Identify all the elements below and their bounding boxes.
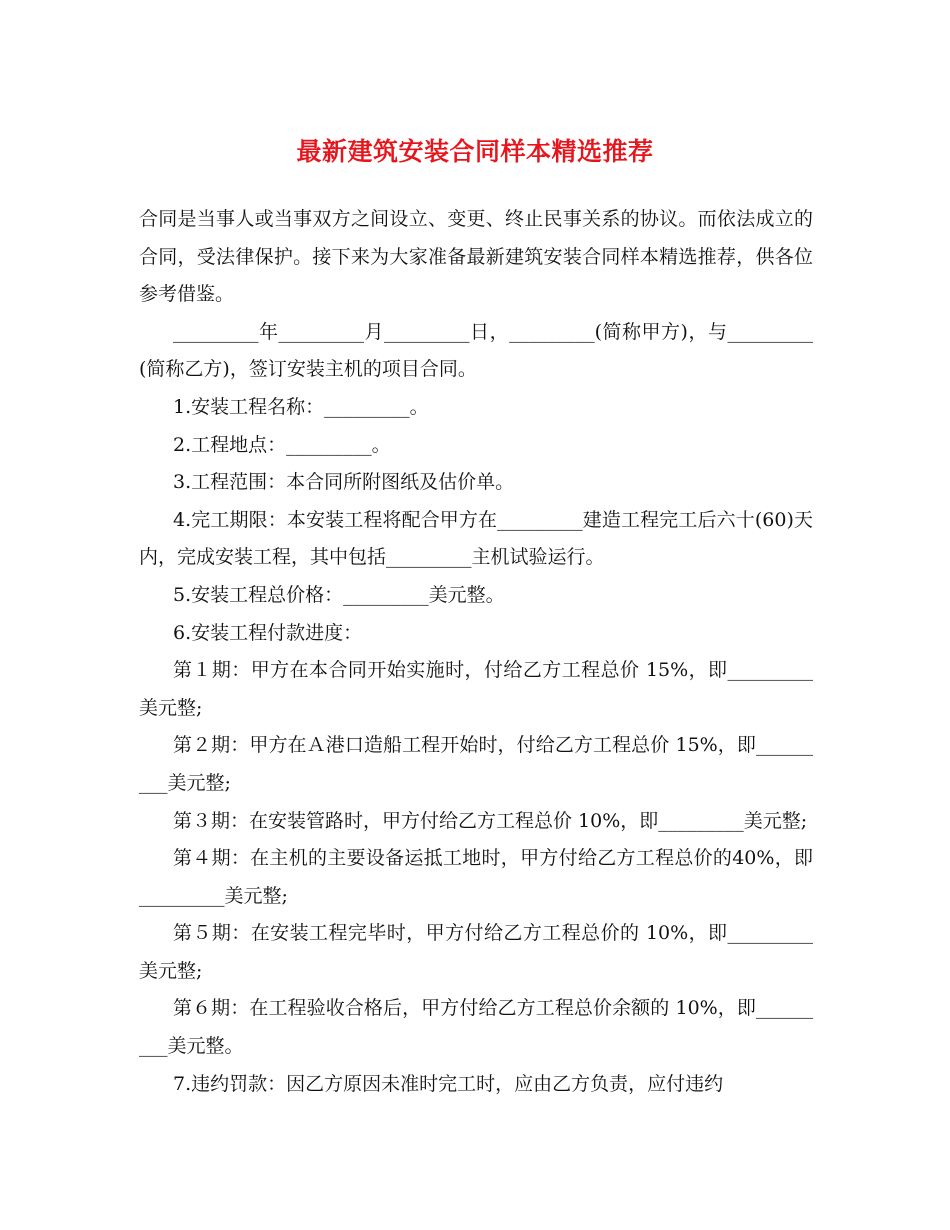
clause-payment-schedule: 6.安装工程付款进度： (173, 621, 363, 644)
clause-breach-penalty: 7.违约罚款：因乙方原因未准时完工时，应由乙方负责，应付违约 (173, 1072, 724, 1095)
payment-phase-6: 第６期：在工程验收合格后，甲方付给乙方工程总价余额的 10%，即_________美元整。 (139, 997, 813, 1058)
paragraph-intro: 合同是当事人或当事双方之间设立、变更、终止民事关系的协议。而依法成立的合同，受法律保护。接下来为大家准备最新建筑安装合同样本精选推荐，供各位参考借鉴。 (139, 208, 813, 306)
payment-phase-1: 第１期：甲方在本合同开始实施时，付给乙方工程总价 15%，即_________美元整; (139, 659, 813, 719)
payment-phase-3: 第３期：在安装管路时，甲方付给乙方工程总价 10%，即_________美元整; (173, 809, 808, 832)
clause-project-location: 2.工程地点：_________。 (173, 433, 391, 456)
payment-phase-5: 第５期：在安装工程完毕时，甲方付给乙方工程总价的 10%，即_________美元整; (139, 922, 813, 982)
clause-completion-deadline: 4.完工期限：本安装工程将配合甲方在_________建造工程完工后六十(60)天内，完成安装工程，其中包括_________主机试验运行。 (139, 508, 813, 569)
document-title: 最新建筑安装合同样本精选推荐 (296, 137, 654, 166)
payment-phase-4: 第４期：在主机的主要设备运抵工地时，甲方付给乙方工程总价的40%，即_________美元整; (139, 847, 813, 907)
document-body (139, 201, 813, 1103)
payment-phase-2: 第２期：甲方在Ａ港口造船工程开始时，付给乙方工程总价 15%，即_________美元整; (139, 734, 813, 794)
clause-project-name: 1.安装工程名称：_________。 (173, 395, 429, 418)
paragraph-contract-parties: _________年_________月_________日，_________(简称甲方)，与_________(简称乙方)，签订安装主机的项目合同。 (139, 320, 813, 381)
clause-total-price: 5.安装工程总价格：_________美元整。 (173, 583, 505, 606)
clause-project-scope: 3.工程范围：本合同所附图纸及估价单。 (173, 471, 515, 494)
